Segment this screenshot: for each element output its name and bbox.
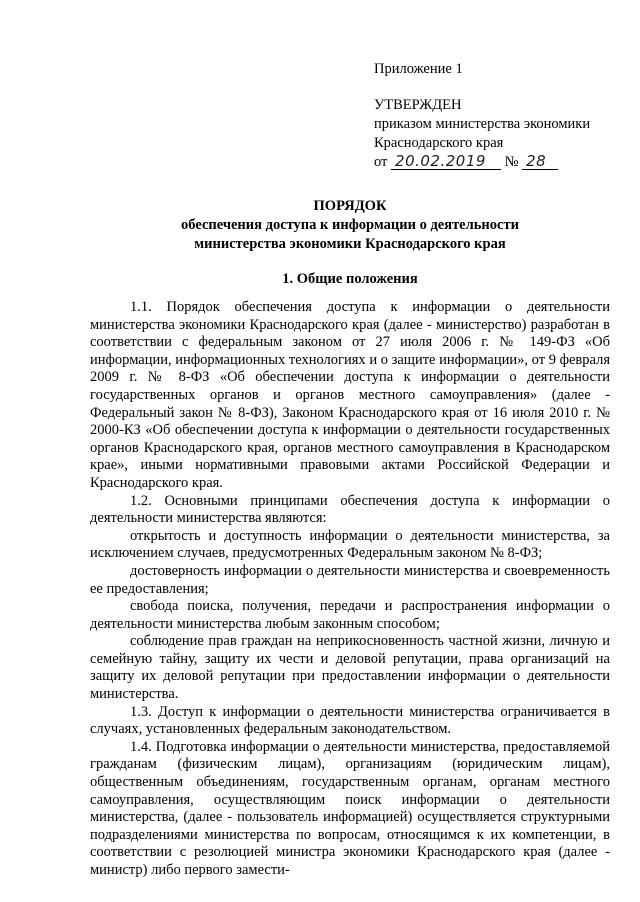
handwritten-date: 20.02.2019 xyxy=(391,153,501,170)
paragraph: соблюдение прав граждан на неприкосновенность частной жизни, личную и семейную тайну, защиту их чести и деловой репутации, права организаций на защиту их деловой репутации при предоставлении информации о деятельности министерства. xyxy=(90,633,610,703)
appendix-label: Приложение 1 xyxy=(374,61,463,77)
paragraph: 1.2. Основными принципами обеспечения доступа к информации о деятельности министерства являются: xyxy=(90,492,610,527)
section-body xyxy=(90,299,610,880)
date-number-line xyxy=(374,153,624,172)
paragraph: свобода поиска, получения, передачи и распространения информации о деятельности министерства любым законным способом; xyxy=(90,598,610,632)
number-label: № xyxy=(504,154,519,170)
title-heading: ПОРЯДОК xyxy=(313,198,387,214)
document-title xyxy=(90,197,610,254)
approved-label: УТВЕРЖДЕН xyxy=(374,97,462,113)
title-line-1: обеспечения доступа к информации о деятельности xyxy=(181,217,519,233)
section-heading: 1. Общие положения xyxy=(282,271,418,287)
paragraph: 1.1. Порядок обеспечения доступа к информации о деятельности министерства экономики Краснодарского края (далее - министерство) разработан в соответствии с федеральным законом от 27 июля 2006 г. № 149-ФЗ «Об информации, информационных технологиях и о защите информации», от 9 февраля 2009 г. № 8-ФЗ «Об обеспечении доступа к информации о деятельности государственных органов и органов местного самоуправления» (далее - Федеральный закон № 8-ФЗ), Законом Краснодарского края от 16 июля 2010 г. № 2000-КЗ «Об обеспечении доступа к информации о деятельности государственных органов Краснодарского края, органов местного самоуправления в Краснодарском крае», иными нормативными правовыми актами Российской Федерации и Краснодарского края. xyxy=(90,299,610,491)
handwritten-number: 28 xyxy=(522,153,558,170)
paragraph: достоверность информации о деятельности министерства и своевременность ее предоставления; xyxy=(90,562,610,597)
order-line-1: приказом министерства экономики xyxy=(374,116,591,132)
from-label: от xyxy=(374,154,388,170)
order-line-2: Краснодарского края xyxy=(374,135,504,151)
approval-stamp xyxy=(374,60,624,172)
paragraph: открытость и доступность информации о деятельности министерства, за исключением случаев, предусмотренных Федеральным законом № 8-ФЗ; xyxy=(90,527,610,562)
title-line-2: министерства экономики Краснодарского края xyxy=(194,236,506,252)
paragraph: 1.3. Доступ к информации о деятельности министерства ограничивается в случаях, установленных федеральным законодательством. xyxy=(90,703,610,738)
paragraph: 1.4. Подготовка информации о деятельности министерства, предоставляемой гражданам (физическим лицам), организациям (юридическим лицам), общественным объединениям, государственным органам, органам местного самоуправления, осуществляющим поиск информации о деятельности министерства, (далее - пользователь информацией) осуществляется структурными подразделениями министерства по вопросам, относящимся к их компетенции, в соответствии с резолюцией министра экономики Краснодарского края (далее - министр) либо первого замести- xyxy=(90,738,610,878)
